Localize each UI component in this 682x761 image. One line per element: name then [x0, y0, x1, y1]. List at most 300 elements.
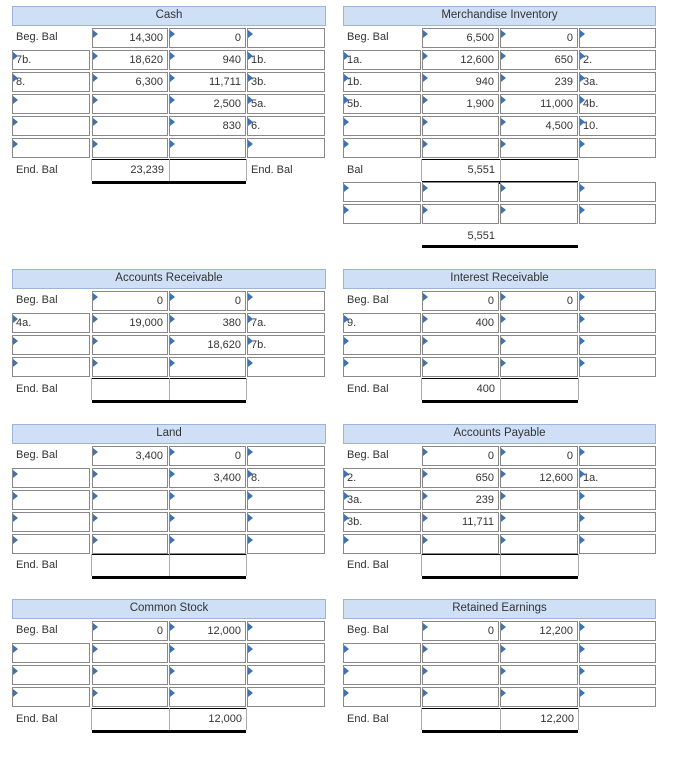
- dropdown-marker-icon: [501, 689, 506, 697]
- credit-input[interactable]: 940: [169, 50, 246, 70]
- dropdown-marker-icon: [170, 74, 175, 82]
- debit-input[interactable]: 12,600: [422, 50, 499, 70]
- column-divider: [246, 378, 247, 400]
- dropdown-marker-icon: [93, 448, 98, 456]
- column-divider: [500, 378, 501, 400]
- column-divider: [246, 708, 247, 730]
- end-balance-debit: 5,551: [467, 164, 495, 176]
- dropdown-marker-icon: [248, 74, 253, 82]
- credit-input[interactable]: 0: [169, 291, 246, 311]
- account-select[interactable]: 4a.: [12, 313, 90, 333]
- debit-input[interactable]: 6,500: [422, 28, 499, 48]
- row-label: Beg. Bal: [347, 294, 389, 306]
- credit-input[interactable]: 0: [169, 446, 246, 466]
- dropdown-marker-icon: [423, 206, 428, 214]
- debit-input[interactable]: 0: [422, 446, 499, 466]
- ar-title: Accounts Receivable: [12, 269, 326, 289]
- account-select[interactable]: 2.: [343, 468, 421, 488]
- credit-input[interactable]: 18,620: [169, 335, 246, 355]
- debit-input[interactable]: [92, 116, 168, 136]
- credit-input[interactable]: 239: [500, 72, 578, 92]
- reference-select[interactable]: [579, 621, 656, 641]
- credit-input[interactable]: 2,500: [169, 94, 246, 114]
- dropdown-marker-icon: [423, 470, 428, 478]
- reference-select[interactable]: 3b.: [247, 72, 325, 92]
- blank-entry-cell[interactable]: [579, 204, 656, 224]
- dropdown-marker-icon: [13, 337, 18, 345]
- dropdown-marker-icon: [344, 536, 349, 544]
- column-divider: [246, 159, 247, 181]
- dropdown-marker-icon: [344, 52, 349, 60]
- credit-input[interactable]: 3,400: [169, 468, 246, 488]
- dropdown-marker-icon: [501, 536, 506, 544]
- dropdown-marker-icon: [13, 96, 18, 104]
- account-select[interactable]: [12, 357, 90, 377]
- debit-input[interactable]: [92, 468, 168, 488]
- inventory-title: Merchandise Inventory: [343, 6, 656, 26]
- debit-input[interactable]: [422, 138, 499, 158]
- reference-select[interactable]: 10.: [579, 116, 656, 136]
- credit-input[interactable]: 11,000: [500, 94, 578, 114]
- reference-select[interactable]: [579, 687, 656, 707]
- dropdown-marker-icon: [580, 74, 585, 82]
- account-select[interactable]: [12, 643, 90, 663]
- debit-input[interactable]: 11,711: [422, 512, 499, 532]
- debit-input[interactable]: 0: [92, 291, 168, 311]
- blank-entry-cell[interactable]: [500, 204, 578, 224]
- dropdown-marker-icon: [580, 645, 585, 653]
- total-rule: [422, 400, 578, 403]
- dropdown-marker-icon: [423, 492, 428, 500]
- dropdown-marker-icon: [580, 359, 585, 367]
- dropdown-marker-icon: [580, 96, 585, 104]
- debit-input[interactable]: [92, 138, 168, 158]
- dropdown-marker-icon: [501, 52, 506, 60]
- account-select[interactable]: [12, 335, 90, 355]
- debit-input[interactable]: 650: [422, 468, 499, 488]
- inventory-final-balance: 5,551: [467, 230, 495, 242]
- dropdown-marker-icon: [501, 492, 506, 500]
- dropdown-marker-icon: [13, 140, 18, 148]
- end-balance-credit: 12,000: [208, 713, 242, 725]
- credit-input[interactable]: 0: [500, 291, 578, 311]
- credit-input[interactable]: [500, 512, 578, 532]
- account-select[interactable]: 1a.: [343, 50, 421, 70]
- column-divider: [91, 554, 92, 576]
- account-select[interactable]: [343, 116, 421, 136]
- total-rule: [92, 576, 246, 579]
- credit-input[interactable]: [169, 490, 246, 510]
- dropdown-marker-icon: [501, 118, 506, 126]
- account-select[interactable]: 8.: [12, 72, 90, 92]
- dropdown-marker-icon: [501, 206, 506, 214]
- reference-select[interactable]: 8.: [247, 468, 325, 488]
- debit-input[interactable]: [92, 643, 168, 663]
- dropdown-marker-icon: [501, 514, 506, 522]
- account-select[interactable]: 5b.: [343, 94, 421, 114]
- debit-input[interactable]: 0: [422, 291, 499, 311]
- column-divider: [500, 159, 501, 181]
- dropdown-marker-icon: [13, 536, 18, 544]
- dropdown-marker-icon: [170, 623, 175, 631]
- dropdown-marker-icon: [423, 645, 428, 653]
- debit-input[interactable]: [92, 534, 168, 554]
- dropdown-marker-icon: [13, 514, 18, 522]
- account-select[interactable]: [343, 534, 421, 554]
- debit-input[interactable]: [92, 687, 168, 707]
- reference-select[interactable]: [247, 534, 325, 554]
- dropdown-marker-icon: [93, 315, 98, 323]
- debit-input[interactable]: 18,620: [92, 50, 168, 70]
- dropdown-marker-icon: [248, 470, 253, 478]
- dropdown-marker-icon: [423, 448, 428, 456]
- debit-input[interactable]: 0: [92, 621, 168, 641]
- dropdown-marker-icon: [344, 74, 349, 82]
- blank-entry-cell[interactable]: [343, 182, 421, 202]
- credit-input[interactable]: [500, 490, 578, 510]
- dropdown-marker-icon: [423, 118, 428, 126]
- account-select[interactable]: [12, 687, 90, 707]
- dropdown-marker-icon: [501, 667, 506, 675]
- account-select[interactable]: [343, 335, 421, 355]
- credit-input[interactable]: 0: [169, 28, 246, 48]
- reference-select[interactable]: [247, 643, 325, 663]
- reference-select[interactable]: [247, 490, 325, 510]
- debit-input[interactable]: [422, 534, 499, 554]
- dropdown-marker-icon: [423, 96, 428, 104]
- dropdown-marker-icon: [501, 337, 506, 345]
- reference-select[interactable]: [579, 313, 656, 333]
- dropdown-marker-icon: [344, 514, 349, 522]
- dropdown-marker-icon: [248, 514, 253, 522]
- total-rule: [92, 730, 246, 733]
- dropdown-marker-icon: [344, 470, 349, 478]
- dropdown-marker-icon: [501, 623, 506, 631]
- debit-input[interactable]: [92, 94, 168, 114]
- dropdown-marker-icon: [93, 293, 98, 301]
- dropdown-marker-icon: [423, 140, 428, 148]
- account-select[interactable]: 9.: [343, 313, 421, 333]
- reference-select[interactable]: [579, 512, 656, 532]
- dropdown-marker-icon: [580, 315, 585, 323]
- reference-select[interactable]: [247, 665, 325, 685]
- column-divider: [91, 708, 92, 730]
- debit-input[interactable]: 1,900: [422, 94, 499, 114]
- end-balance-label: Bal: [347, 164, 363, 176]
- account-select[interactable]: [12, 138, 90, 158]
- column-divider: [246, 554, 247, 576]
- row-label: Beg. Bal: [347, 624, 389, 636]
- dropdown-marker-icon: [423, 315, 428, 323]
- dropdown-marker-icon: [580, 623, 585, 631]
- debit-input[interactable]: 6,300: [92, 72, 168, 92]
- credit-input[interactable]: 830: [169, 116, 246, 136]
- dropdown-marker-icon: [13, 645, 18, 653]
- reference-select[interactable]: [579, 534, 656, 554]
- debit-input[interactable]: [92, 665, 168, 685]
- dropdown-marker-icon: [170, 689, 175, 697]
- dropdown-marker-icon: [344, 337, 349, 345]
- dropdown-marker-icon: [344, 315, 349, 323]
- account-select[interactable]: [12, 512, 90, 532]
- reference-select[interactable]: [579, 28, 656, 48]
- credit-input[interactable]: [500, 687, 578, 707]
- blank-entry-cell[interactable]: [500, 182, 578, 202]
- credit-input[interactable]: [169, 357, 246, 377]
- reference-select[interactable]: 7a.: [247, 313, 325, 333]
- dropdown-marker-icon: [93, 337, 98, 345]
- dropdown-marker-icon: [423, 623, 428, 631]
- total-rule: [92, 181, 246, 184]
- credit-input[interactable]: 650: [500, 50, 578, 70]
- reference-select[interactable]: [247, 291, 325, 311]
- debit-input[interactable]: [92, 512, 168, 532]
- end-balance-debit: 23,239: [130, 164, 164, 176]
- dropdown-marker-icon: [170, 337, 175, 345]
- account-select[interactable]: [12, 94, 90, 114]
- land-title: Land: [12, 424, 326, 444]
- dropdown-marker-icon: [93, 118, 98, 126]
- dropdown-marker-icon: [580, 689, 585, 697]
- dropdown-marker-icon: [580, 30, 585, 38]
- debit-input[interactable]: [422, 335, 499, 355]
- account-select[interactable]: [343, 138, 421, 158]
- dropdown-marker-icon: [423, 514, 428, 522]
- reference-select[interactable]: [247, 28, 325, 48]
- dropdown-marker-icon: [170, 448, 175, 456]
- account-select[interactable]: 7b.: [12, 50, 90, 70]
- end-balance-label: End. Bal: [347, 713, 389, 725]
- dropdown-marker-icon: [248, 140, 253, 148]
- credit-input[interactable]: [500, 138, 578, 158]
- dropdown-marker-icon: [170, 140, 175, 148]
- dropdown-marker-icon: [93, 689, 98, 697]
- reference-select[interactable]: 6.: [247, 116, 325, 136]
- dropdown-marker-icon: [423, 293, 428, 301]
- dropdown-marker-icon: [501, 315, 506, 323]
- re-title: Retained Earnings: [343, 599, 656, 619]
- dropdown-marker-icon: [170, 315, 175, 323]
- dropdown-marker-icon: [580, 667, 585, 675]
- credit-input[interactable]: 4,500: [500, 116, 578, 136]
- credit-input[interactable]: [500, 335, 578, 355]
- credit-input[interactable]: 12,200: [500, 621, 578, 641]
- dropdown-marker-icon: [248, 645, 253, 653]
- dropdown-marker-icon: [248, 689, 253, 697]
- blank-entry-cell[interactable]: [343, 204, 421, 224]
- dropdown-marker-icon: [248, 96, 253, 104]
- reference-select[interactable]: 2.: [579, 50, 656, 70]
- debit-input[interactable]: 14,300: [92, 28, 168, 48]
- dropdown-marker-icon: [344, 118, 349, 126]
- reference-select[interactable]: 5a.: [247, 94, 325, 114]
- account-select[interactable]: [343, 687, 421, 707]
- reference-select[interactable]: [579, 490, 656, 510]
- dropdown-marker-icon: [344, 359, 349, 367]
- dropdown-marker-icon: [501, 96, 506, 104]
- credit-input[interactable]: [169, 643, 246, 663]
- dropdown-marker-icon: [13, 689, 18, 697]
- account-select[interactable]: 3a.: [343, 490, 421, 510]
- dropdown-marker-icon: [501, 140, 506, 148]
- row-label: Beg. Bal: [16, 294, 58, 306]
- credit-input[interactable]: [500, 357, 578, 377]
- reference-select[interactable]: [247, 357, 325, 377]
- column-divider: [169, 159, 170, 181]
- credit-input[interactable]: [169, 687, 246, 707]
- account-select[interactable]: [12, 116, 90, 136]
- reference-select[interactable]: [579, 291, 656, 311]
- debit-input[interactable]: [422, 116, 499, 136]
- reference-select[interactable]: [579, 357, 656, 377]
- debit-input[interactable]: [422, 357, 499, 377]
- reference-select[interactable]: 1b.: [247, 50, 325, 70]
- debit-input[interactable]: [92, 490, 168, 510]
- debit-input[interactable]: 3,400: [92, 446, 168, 466]
- credit-input[interactable]: 0: [500, 446, 578, 466]
- blank-entry-cell[interactable]: [422, 204, 499, 224]
- dropdown-marker-icon: [501, 184, 506, 192]
- account-select[interactable]: [343, 665, 421, 685]
- dropdown-marker-icon: [13, 492, 18, 500]
- dropdown-marker-icon: [93, 492, 98, 500]
- dropdown-marker-icon: [423, 359, 428, 367]
- dropdown-marker-icon: [344, 184, 349, 192]
- account-select[interactable]: 1b.: [343, 72, 421, 92]
- dropdown-marker-icon: [170, 359, 175, 367]
- dropdown-marker-icon: [93, 30, 98, 38]
- dropdown-marker-icon: [248, 337, 253, 345]
- dropdown-marker-icon: [344, 667, 349, 675]
- dropdown-marker-icon: [423, 667, 428, 675]
- debit-input[interactable]: [422, 643, 499, 663]
- end-balance-label: End. Bal: [16, 164, 58, 176]
- reference-select[interactable]: [247, 138, 325, 158]
- reference-select[interactable]: [579, 643, 656, 663]
- debit-input[interactable]: 239: [422, 490, 499, 510]
- dropdown-marker-icon: [344, 140, 349, 148]
- credit-input[interactable]: 11,711: [169, 72, 246, 92]
- dropdown-marker-icon: [248, 293, 253, 301]
- row-label: Beg. Bal: [16, 624, 58, 636]
- dropdown-marker-icon: [580, 492, 585, 500]
- credit-input[interactable]: [500, 313, 578, 333]
- dropdown-marker-icon: [13, 359, 18, 367]
- dropdown-marker-icon: [344, 492, 349, 500]
- credit-input[interactable]: [169, 512, 246, 532]
- credit-input[interactable]: [500, 534, 578, 554]
- end-balance-credit: 12,200: [540, 713, 574, 725]
- dropdown-marker-icon: [170, 96, 175, 104]
- reference-select[interactable]: [247, 687, 325, 707]
- reference-select[interactable]: [247, 446, 325, 466]
- debit-input[interactable]: 0: [422, 621, 499, 641]
- debit-input[interactable]: [92, 335, 168, 355]
- reference-select[interactable]: [579, 446, 656, 466]
- column-divider: [578, 159, 579, 181]
- ap-title: Accounts Payable: [343, 424, 656, 444]
- account-select[interactable]: [343, 357, 421, 377]
- dropdown-marker-icon: [13, 118, 18, 126]
- dropdown-marker-icon: [580, 184, 585, 192]
- dropdown-marker-icon: [423, 74, 428, 82]
- debit-input[interactable]: [422, 665, 499, 685]
- dropdown-marker-icon: [248, 448, 253, 456]
- dropdown-marker-icon: [13, 470, 18, 478]
- total-rule: [422, 576, 578, 579]
- column-divider: [578, 554, 579, 576]
- reference-select[interactable]: [579, 138, 656, 158]
- interest-title: Interest Receivable: [343, 269, 656, 289]
- column-divider: [578, 378, 579, 400]
- account-select[interactable]: [12, 665, 90, 685]
- credit-input[interactable]: 0: [500, 28, 578, 48]
- dropdown-marker-icon: [93, 623, 98, 631]
- credit-input[interactable]: [169, 138, 246, 158]
- dropdown-marker-icon: [93, 514, 98, 522]
- reference-select[interactable]: [247, 512, 325, 532]
- debit-input[interactable]: 940: [422, 72, 499, 92]
- debit-input[interactable]: [92, 357, 168, 377]
- dropdown-marker-icon: [423, 184, 428, 192]
- dropdown-marker-icon: [248, 667, 253, 675]
- dropdown-marker-icon: [423, 30, 428, 38]
- reference-select[interactable]: 7b.: [247, 335, 325, 355]
- reference-select[interactable]: 1a.: [579, 468, 656, 488]
- account-select[interactable]: [12, 534, 90, 554]
- dropdown-marker-icon: [501, 645, 506, 653]
- blank-entry-cell[interactable]: [579, 182, 656, 202]
- reference-select[interactable]: 3a.: [579, 72, 656, 92]
- account-select[interactable]: [343, 643, 421, 663]
- row-label: Beg. Bal: [16, 31, 58, 43]
- dropdown-marker-icon: [580, 536, 585, 544]
- dropdown-marker-icon: [423, 52, 428, 60]
- debit-input[interactable]: 400: [422, 313, 499, 333]
- end-balance-right-label: End. Bal: [251, 164, 293, 176]
- credit-input[interactable]: 12,000: [169, 621, 246, 641]
- credit-input[interactable]: [500, 665, 578, 685]
- account-select[interactable]: 3b.: [343, 512, 421, 532]
- credit-input[interactable]: [169, 534, 246, 554]
- blank-entry-cell[interactable]: [422, 182, 499, 202]
- dropdown-marker-icon: [170, 52, 175, 60]
- account-select[interactable]: [12, 490, 90, 510]
- dropdown-marker-icon: [580, 206, 585, 214]
- reference-select[interactable]: [579, 665, 656, 685]
- debit-input[interactable]: [422, 687, 499, 707]
- reference-select[interactable]: 4b.: [579, 94, 656, 114]
- credit-input[interactable]: 380: [169, 313, 246, 333]
- credit-input[interactable]: [500, 643, 578, 663]
- credit-input[interactable]: [169, 665, 246, 685]
- dropdown-marker-icon: [93, 470, 98, 478]
- column-divider: [169, 378, 170, 400]
- credit-input[interactable]: 12,600: [500, 468, 578, 488]
- reference-select[interactable]: [579, 335, 656, 355]
- column-divider: [578, 708, 579, 730]
- dropdown-marker-icon: [248, 536, 253, 544]
- dropdown-marker-icon: [93, 140, 98, 148]
- total-rule: [92, 400, 246, 403]
- dropdown-marker-icon: [93, 74, 98, 82]
- dropdown-marker-icon: [170, 536, 175, 544]
- dropdown-marker-icon: [344, 96, 349, 104]
- column-divider: [421, 708, 422, 730]
- reference-select[interactable]: [247, 621, 325, 641]
- debit-input[interactable]: 19,000: [92, 313, 168, 333]
- account-select[interactable]: [12, 468, 90, 488]
